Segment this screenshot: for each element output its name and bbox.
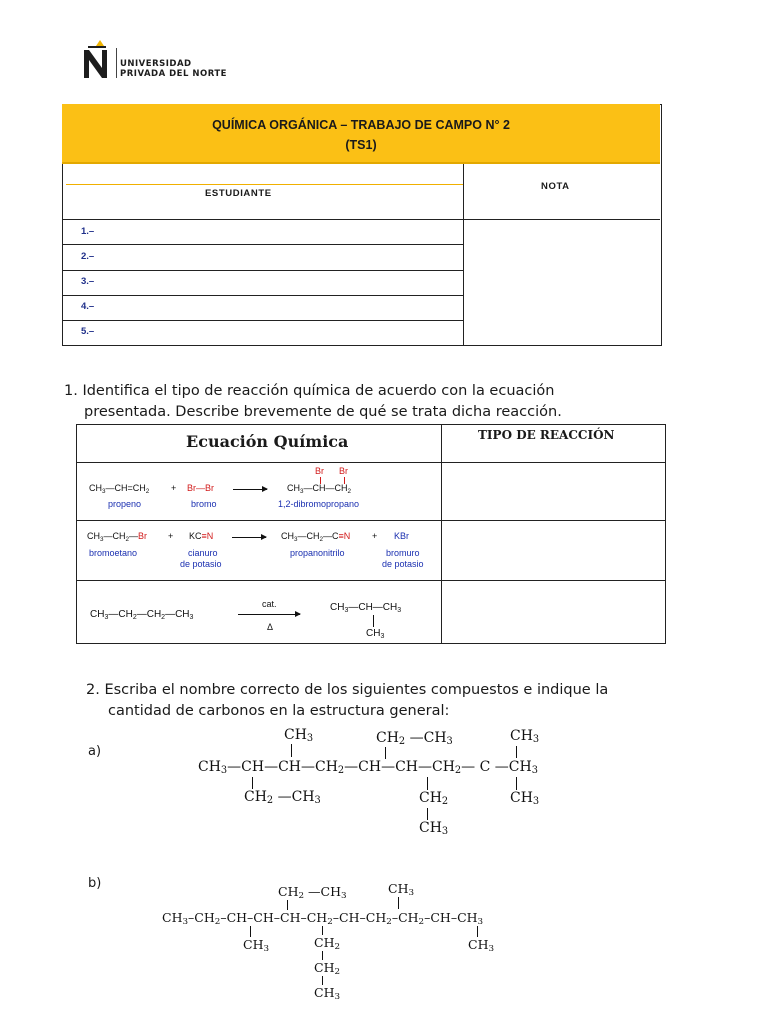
propanenitrile-name: propanonitrilo (290, 548, 345, 558)
struct-b-ch2-1: $CH_2$ (314, 935, 341, 952)
propanenitrile-formula: $CH_3—CH_2—C\equiv N$ (281, 531, 351, 543)
struct-b-ethyl-top: $CH_2$ $—CH_3$ (278, 884, 347, 901)
reaction-type-header: TIPO DE REACCIÓN (478, 428, 615, 442)
equation-header: Ecuación Química (186, 432, 349, 451)
propene-name: propeno (108, 499, 142, 509)
logo-text-line2: PRIVADA DEL NORTE (120, 69, 227, 79)
dibromopropane-formula: $CH_3—CH—CH_2$ (287, 483, 352, 495)
struct-a-ethyl-bottom: $CH_2$ $—CH_3$ (244, 789, 321, 806)
student-row-5: 5.– (81, 326, 95, 337)
struct-b-ch3-bottom2: $CH_3$ (314, 985, 341, 1002)
document-title: QUÍMICA ORGÁNICA – TRABAJO DE CAMPO N° 2 (212, 118, 510, 132)
plus-sign: + (171, 483, 177, 493)
cyanide-name-1: cianuro (188, 548, 218, 558)
part-a-label: a) (88, 744, 102, 759)
catalyst-label: cat. (262, 599, 277, 609)
kbr-formula: KBr (394, 531, 410, 541)
isobutane-formula: $CH_3—CH—CH_3$ (330, 602, 402, 614)
isobutane-branch: $CH_3$ (366, 628, 385, 640)
struct-a-ch2-bottom: $CH_2$ (419, 790, 449, 807)
bromine-name: bromo (191, 499, 217, 509)
bromide-name-1: bromuro (386, 548, 420, 558)
student-row-2: 2.– (81, 251, 95, 262)
struct-a-ch3-top1: $CH_3$ (284, 727, 314, 744)
plus-sign-3: + (372, 531, 378, 541)
question-2-line1: 2. Escriba el nombre correcto de los siguientes compuestos e indique la (86, 682, 609, 698)
upn-logo-icon (80, 40, 116, 82)
question-1-line2: presentada. Describe brevemente de qué se trata dicha reacción. (84, 404, 562, 420)
struct-b-ch3-bottom1: $CH_3$ (243, 937, 270, 954)
struct-a-ch3-bottom: $CH_3$ (419, 820, 449, 837)
propene-formula: $CH_3—CH=CH_2$ (89, 483, 150, 495)
struct-b-ch3-top: $CH_3$ (388, 881, 415, 898)
dibromopropane-name: 1,2-dibromopropano (278, 499, 360, 509)
reaction-arrow (233, 489, 267, 490)
title-banner (62, 104, 660, 162)
br-substituent-2: Br (339, 466, 348, 476)
struct-a-ch3-bottom2: $CH_3$ (510, 790, 540, 807)
struct-b-main-chain: $CH_3-CH_2-CH-CH-CH-CH_2-CH-CH_2-CH_2-CH-CH_3$ (162, 910, 484, 927)
kcn-formula: KC≡N (189, 531, 214, 541)
reaction-arrow-3 (238, 614, 300, 615)
student-row-4: 4.– (81, 301, 95, 312)
br-substituent-1: Br (315, 466, 324, 476)
reaction-arrow-2 (232, 537, 266, 538)
struct-b-ch2-2: $CH_2$ (314, 960, 341, 977)
struct-a-main-chain: $CH_3—CH—CH—CH_2—CH—CH—CH_2—$ C $—CH_3$ (198, 759, 538, 776)
heat-symbol: Δ (267, 622, 274, 632)
question-2-line2: cantidad de carbonos en la estructura general: (108, 703, 450, 719)
plus-sign-2: + (168, 531, 174, 541)
student-row-1: 1.– (81, 226, 95, 237)
logo-text-line1: UNIVERSIDAD (120, 59, 192, 69)
document-subtitle: (TS1) (345, 138, 377, 152)
struct-a-ch3-top2: $CH_3$ (510, 728, 540, 745)
butane-formula: $CH_3—CH_2—CH_2—CH_3$ (90, 609, 194, 621)
student-row-3: 3.– (81, 276, 95, 287)
bromoethane-name: bromoetano (89, 548, 138, 558)
university-logo (80, 40, 240, 82)
part-b-label: b) (88, 876, 102, 891)
struct-a-ethyl-top: $CH_2$ $—CH_3$ (376, 730, 453, 747)
cyanide-name-2: de potasio (180, 559, 222, 569)
struct-b-ch3-bottom3: $CH_3$ (468, 937, 495, 954)
student-label: ESTUDIANTE (205, 188, 272, 199)
bromoethane-formula: $CH_3—CH_2—Br$ (87, 531, 148, 543)
question-1-line1: 1. Identifica el tipo de reacción química de acuerdo con la ecuación (64, 383, 555, 399)
bromide-name-2: de potasio (382, 559, 424, 569)
grade-label: NOTA (541, 181, 570, 192)
bromine-formula: Br—Br (187, 483, 214, 493)
